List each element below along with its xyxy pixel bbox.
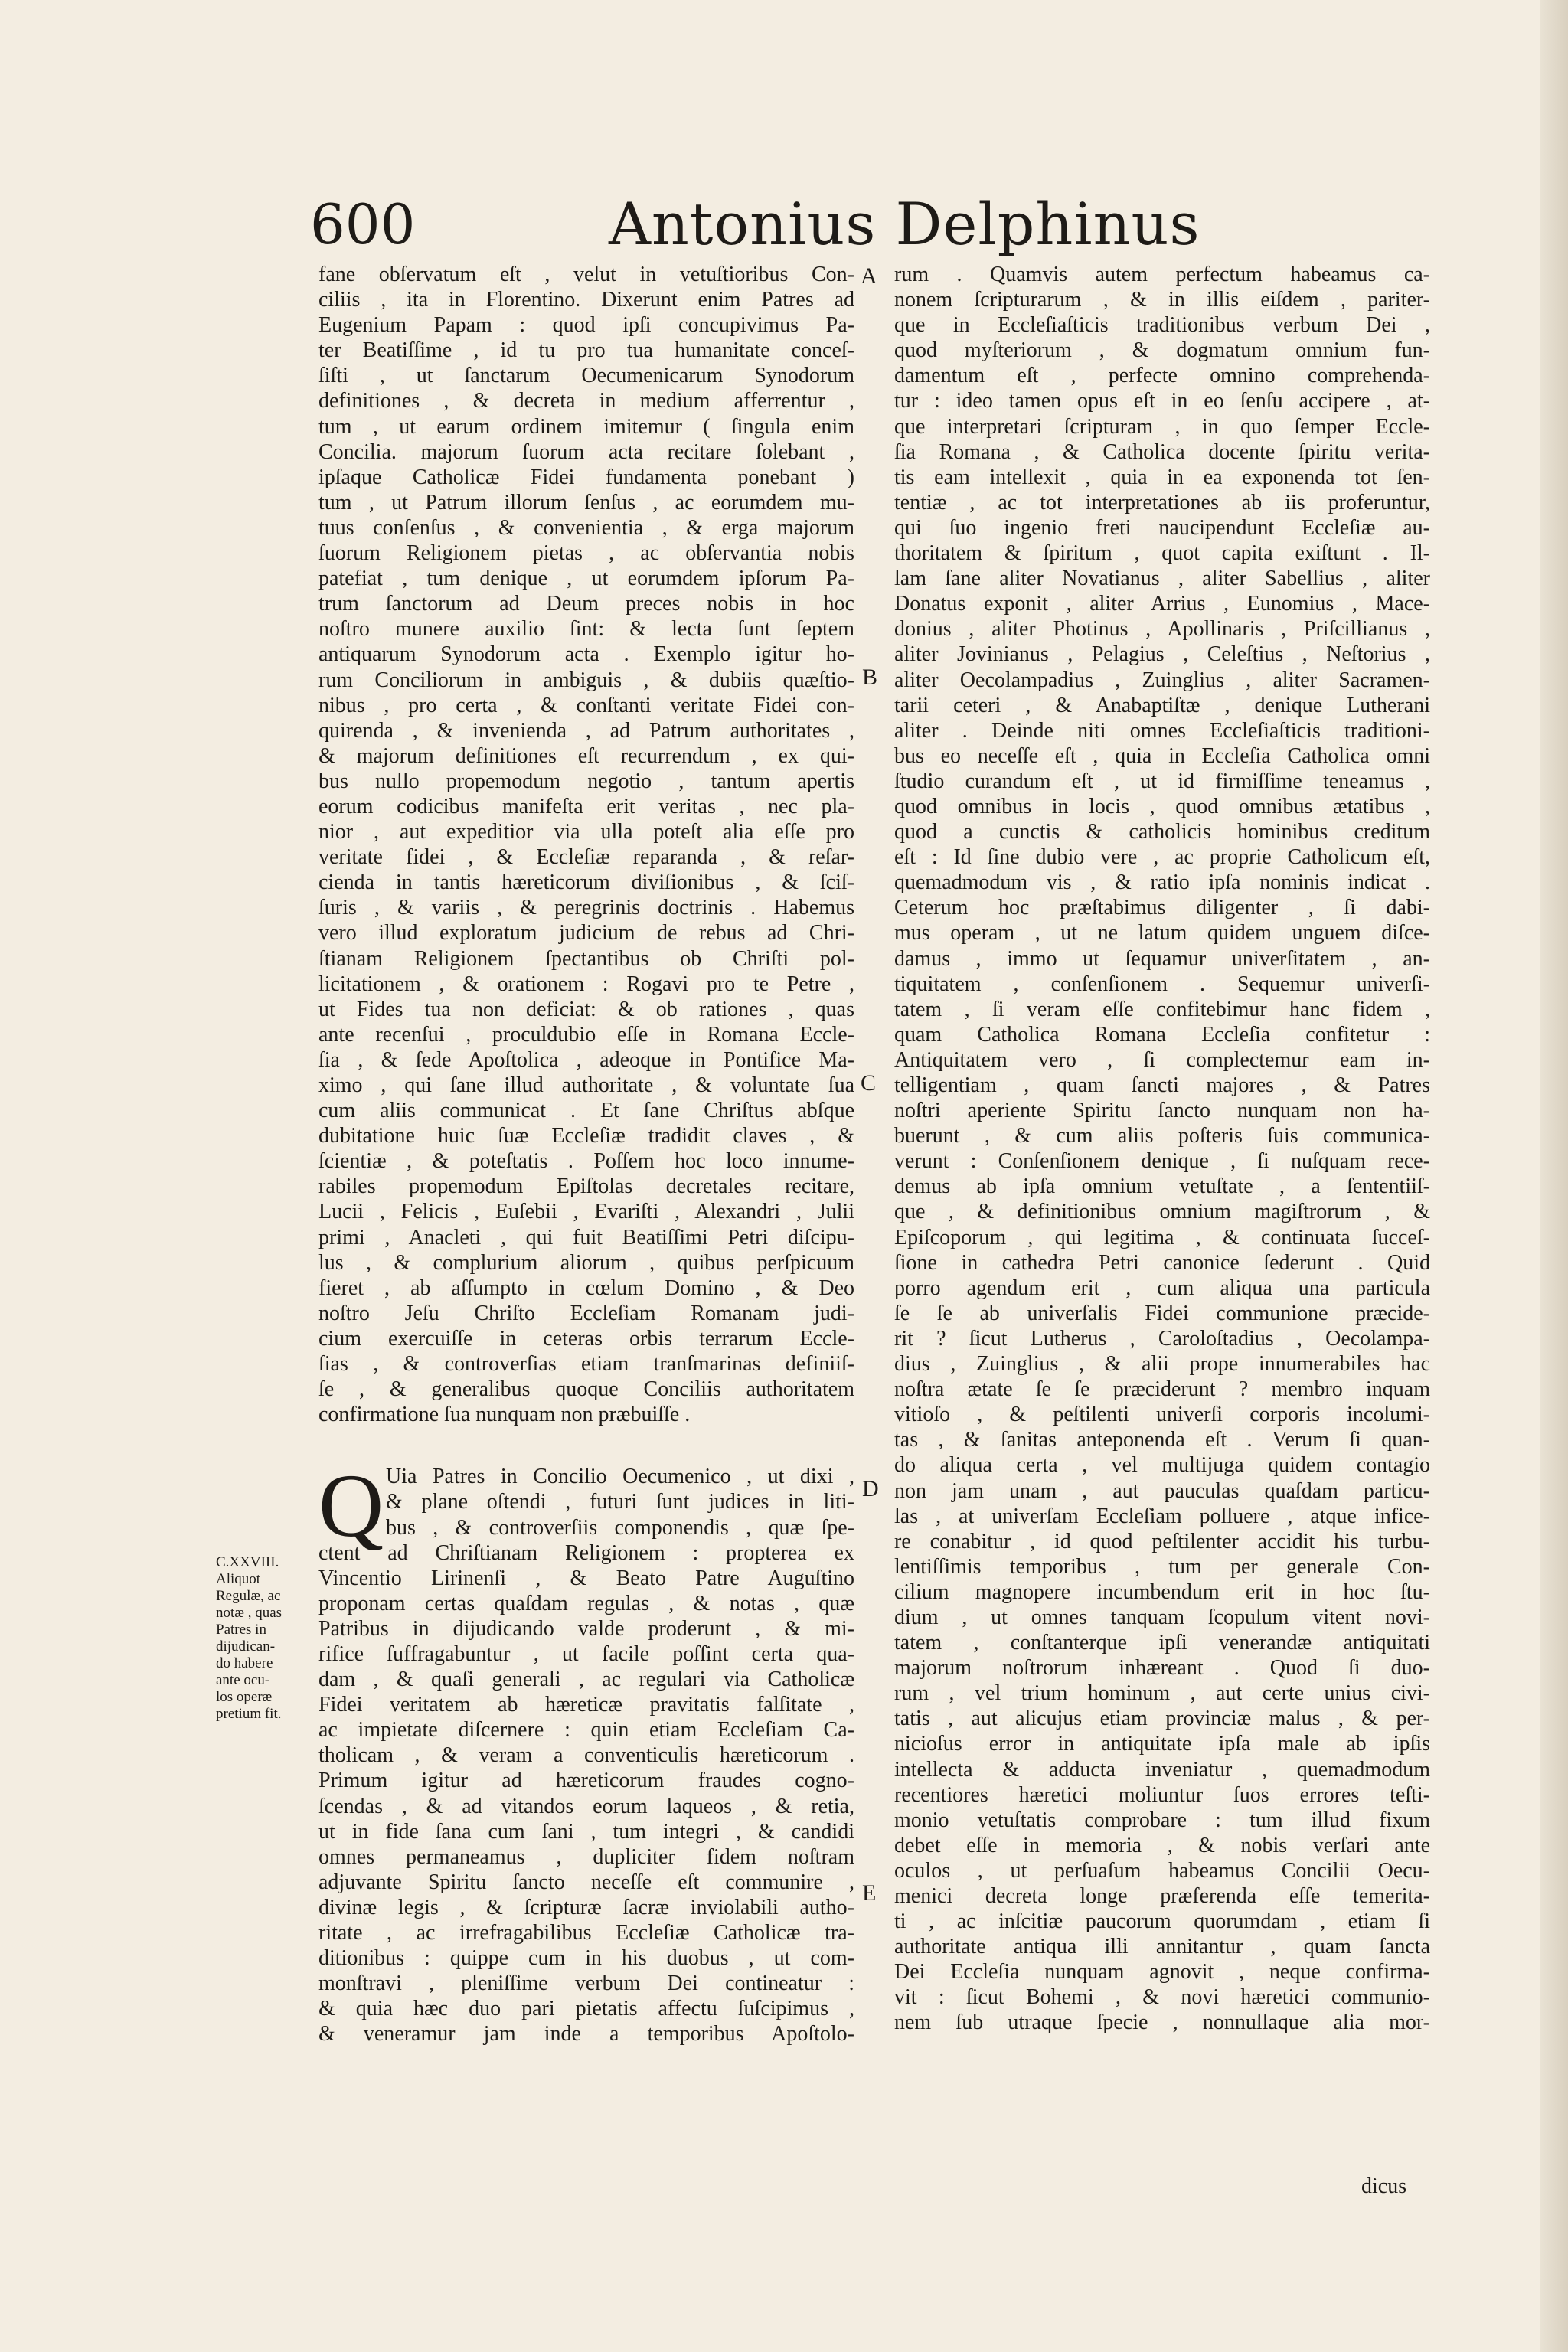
text-line: Uia Patres in Concilio Oecumenico , ut dixi , [386, 1465, 854, 1489]
text-line: quod omnibus in locis , quod omnibus ætatibus , [894, 794, 1430, 818]
text-line: cum aliis communicat . Et ſane Chriſtus abſque [318, 1099, 854, 1123]
text-line: bus , & controverſiis componendis , quæ ſpe- [386, 1515, 854, 1540]
text-line: licitationem , & orationem : Rogavi pro te Petre , [318, 972, 854, 996]
text-line: lentiſſimis temporibus , tum per generale Con- [894, 1554, 1430, 1579]
text-line: re conabitur , id quod peſtilenter accidit his turbu- [894, 1529, 1430, 1553]
text-line: antiquarum Synodorum acta . Exemplo igitur ho- [318, 642, 854, 667]
text-line: tur : ideo tamen opus eſt in eo ſenſu accipere , at- [894, 389, 1430, 413]
margin-letter-b: B [862, 665, 878, 690]
text-line: quemadmodum vis , & ratio ipſa nominis indicat . [894, 871, 1430, 895]
paragraph [318, 1455, 854, 2047]
text-line: mus operam , ut ne latum quidem unguem diſce- [894, 921, 1430, 946]
text-line: quod myſteriorum , & dogmatum omnium fun- [894, 338, 1430, 363]
text-line: vitioſo , & peſtilenti univerſi corporis incolumi- [894, 1403, 1430, 1427]
page-edge [1540, 0, 1568, 2352]
text-line: demus ab ipſa omnium vetuſtate , a ſententiiſ- [894, 1174, 1430, 1199]
text-line: fane obſervatum eſt , velut in vetuſtioribus Con- [318, 263, 854, 286]
text-line: ſione in cathedra Petri canonice ſederunt . Quid [894, 1250, 1430, 1275]
text-line: donius , aliter Photinus , Apollinaris , Priſcillianus , [894, 617, 1430, 642]
marginal-note [216, 1554, 312, 1723]
text-line: las , at univerſam Eccleſiam polluere , atque infice- [894, 1504, 1430, 1528]
text-line: que in Eccleſiaſticis traditionibus verbum Dei , [894, 313, 1430, 338]
text-line: verunt : Conſenſionem denique , ſi nuſquam rece- [894, 1149, 1430, 1174]
text-line: Vincentio Lirinenſi , & Beato Patre Auguſtino [318, 1566, 854, 1590]
text-line: patefiat , tum denique , ut eorumdem ipſorum Pa- [318, 567, 854, 591]
text-line: bus nullo propemodum negotio , tantum apertis [318, 769, 854, 793]
text-line: trum ſanctorum ad Deum preces nobis in hoc [318, 592, 854, 616]
text-line: ſtudio curandum eſt , ut id firmiſſime teneamus , [894, 769, 1430, 793]
marginal-note-line: dijudican- [216, 1638, 276, 1655]
text-line: lam ſane aliter Novatianus , aliter Sabellius , aliter [894, 567, 1430, 591]
running-title: Antonius Delphinus [609, 190, 1200, 258]
text-line: qui ſuo ingenio freti naucipendunt Eccleſiæ au- [894, 515, 1430, 540]
text-line: nonem ſcripturarum , & in illis eiſdem , pariter- [894, 288, 1430, 312]
text-line: ſias , & controverſias etiam tranſmarinas definiiſ- [318, 1352, 854, 1377]
text-line: damentum eſt , perfecte omnino comprehenda- [894, 364, 1430, 388]
marginal-note-line: Patres in [216, 1622, 266, 1638]
marginal-note-line: los operæ [216, 1689, 273, 1705]
text-line: ante recenſui , proculdubio eſſe in Romana Eccle- [318, 1022, 854, 1047]
text-line: que , & definitionibus omnium magiſtrorum , & [894, 1200, 1430, 1224]
text-line: ſuris , & variis , & peregrinis doctrinis . Habemus [318, 896, 854, 920]
text-line: eſt : Id ſine dubio vere , ac proprie Catholicum eſt, [894, 845, 1430, 870]
text-line: ſcientiæ , & poteſtatis . Poſſem hoc loco innume- [318, 1149, 854, 1174]
text-line: ſuorum Religionem pietas , ac obſervantia nobis [318, 541, 854, 566]
text-line: ſtianam Religionem ſpectantibus ob Chriſti pol- [318, 946, 854, 971]
marginal-note-line: do habere [216, 1655, 273, 1671]
text-line: ſia Romana , & Catholica docente ſpiritu verita- [894, 439, 1430, 464]
text-line: ter Beatiſſime , id tu pro tua humanitate conceſ- [318, 338, 854, 363]
text-line: & quia hæc duo pari pietatis affectu ſuſcipimus , [318, 1997, 854, 2021]
text-line: Lucii , Felicis , Euſebii , Evariſti , Alexandri , Julii [318, 1200, 854, 1224]
text-line: ut in fide ſana cum ſani , tum integri , & candidi [318, 1819, 854, 1844]
text-line: quod a cunctis & catholicis hominibus creditum [894, 820, 1430, 844]
margin-letter-a: A [861, 263, 877, 289]
text-line: ſcendas , & ad vitandos eorum laqueos , & retia, [318, 1794, 854, 1818]
text-line: telligentiam , quam ſancti majores , & Patres [894, 1073, 1430, 1097]
margin-letter-e: E [862, 1880, 877, 1906]
text-line: & majorum definitiones eſt recurrendum , ex qui- [318, 743, 854, 768]
text-line: ſe ſe ab univerſalis Fidei communione præcide- [894, 1301, 1430, 1325]
text-line: & veneramur jam inde a temporibus Apoſtolo- [318, 2022, 854, 2047]
text-line: ritate , ac irrefragabilibus Eccleſiæ Catholicæ tra- [318, 1921, 854, 1945]
text-line: debet eſſe in memoria , & nobis verſari ante [894, 1833, 1430, 1857]
text-line: vero illud exploratum judicium de rebus ad Chri- [318, 921, 854, 946]
paragraph [894, 262, 1430, 2036]
text-line: omnes permaneamus , dupliciter fidem noſtram [318, 1844, 854, 1869]
text-line: thoritatem & ſpiritum , quot capita exiſtunt . Il- [894, 541, 1430, 566]
text-line: Primum igitur ad hæreticorum fraudes cogno- [318, 1769, 854, 1793]
text-line: noſtra ætate ſe ſe præciderunt ? membro inquam [894, 1377, 1430, 1402]
text-line: monio vetuſtatis comprobare : tum illud fixum [894, 1808, 1430, 1832]
text-line: ſiſti , ut ſanctarum Oecumenicarum Synodorum [318, 364, 854, 388]
text-line: cium exercuiſſe in ceteras orbis terrarum Eccle- [318, 1326, 854, 1351]
text-line: bus eo neceſſe eſt , quia in Eccleſia Catholica omni [894, 743, 1430, 768]
page-number: 600 [310, 192, 416, 256]
text-line: rifice ſuffragabuntur , ut facile poſſint certa qua- [318, 1642, 854, 1666]
text-line: tarii ceteri , & Anabaptiſtæ , denique Lutherani [894, 693, 1430, 717]
text-line: dubitatione huic ſuæ Eccleſiæ tradidit claves , & [318, 1124, 854, 1148]
text-line: do aliqua certa , vel multijuga quidem contagio [894, 1453, 1430, 1478]
text-line: nem ſub utraque ſpecie , nonnullaque alia mor- [894, 2011, 1430, 2035]
text-line: tatis , aut alicujus etiam provinciæ malus , & per- [894, 1707, 1430, 1731]
text-line: Eugenium Papam : quod ipſi concupivimus Pa- [318, 313, 854, 338]
text-line: rum . Quamvis autem perfectum habeamus ca- [894, 263, 1430, 286]
text-line: vit : ſicut Bohemi , & novi hæretici communio- [894, 1985, 1430, 2010]
text-line: fieret , ab aſſumpto in cœlum Domino , & Deo [318, 1276, 854, 1300]
text-line: divinæ legis , & ſcripturæ ſacræ inviolabili autho- [318, 1895, 854, 1919]
text-line: confirmatione ſua nunquam non præbuiſſe . [318, 1403, 691, 1427]
text-line: rum , vel trium hominum , aut certe unius civi- [894, 1681, 1430, 1706]
text-line: ti , ac inſcitiæ paucorum quorumdam , etiam ſi [894, 1909, 1430, 1934]
text-line: tum , ut Patrum illorum ſenſus , ac eorumdem mu- [318, 490, 854, 514]
paragraph [318, 262, 854, 1427]
text-line: nicioſus error in antiquitate ipſa male ab ipſis [894, 1732, 1430, 1756]
text-line: tentiæ , ac tot interpretationes ab iis proferuntur, [894, 490, 1430, 514]
text-line: tas , & ſanitas anteponenda eſt . Verum ſi quan- [894, 1428, 1430, 1452]
text-line: veritate fidei , & Eccleſiæ reparanda , & reſar- [318, 845, 854, 870]
text-line: proponam certas quaſdam regulas , & notas , quæ [318, 1591, 854, 1615]
text-line: oculos , ut perſuaſum habeamus Concilii Oecu- [894, 1858, 1430, 1883]
text-line: lus , & complurium aliorum , quibus perſpicuum [318, 1250, 854, 1275]
marginal-note-line: pretium fit. [216, 1706, 282, 1722]
text-line: dius , Zuinglius , & alii prope innumerabiles hac [894, 1352, 1430, 1377]
text-line: menici decreta longe præferenda eſſe temerita- [894, 1884, 1430, 1908]
text-line: authoritate antiqua illi annitantur , quam ſancta [894, 1935, 1430, 1959]
text-line: intellecta & adducta inveniatur , quemadmodum [894, 1757, 1430, 1782]
text-line: tis eam intellexit , quia in ea exponenda tot ſen- [894, 465, 1430, 489]
text-line: Donatus exponit , aliter Arrius , Eunomius , Mace- [894, 592, 1430, 616]
marginal-note-line: notæ , quas [216, 1605, 283, 1621]
marginal-note-line: Regulæ, ac [216, 1588, 281, 1604]
text-line: noſtro munere auxilio ſint: & lecta ſunt ſeptem [318, 617, 854, 642]
text-line: definitiones , & decreta in medium afferrentur , [318, 389, 854, 413]
catchword: dicus [1361, 2174, 1407, 2198]
text-line: aliter Jovinianus , Pelagius , Celeſtius , Neſtorius , [894, 642, 1430, 667]
text-line: ditionibus : quippe cum in his duobus , ut com- [318, 1946, 854, 1971]
text-line: rit ? ſicut Lutherus , Caroloſtadius , Oecolampa- [894, 1326, 1430, 1351]
text-line: dium , ut omnes tanquam ſcopulum vitent novi- [894, 1605, 1430, 1629]
text-line: aliter Oecolampadius , Zuinglius , aliter Sacramen- [894, 668, 1430, 692]
text-line: non jam unam , aut pauculas quaſdam particu- [894, 1478, 1430, 1503]
text-line: recentiores hæretici moliuntur ſuos errores teſti- [894, 1782, 1430, 1807]
text-line: noſtro Jeſu Chriſto Eccleſiam Romanam judi- [318, 1301, 854, 1325]
text-line: & plane oſtendi , futuri ſunt judices in liti- [386, 1490, 854, 1514]
text-line: adjuvante Spiritu ſancto neceſſe eſt communire , [318, 1870, 854, 1894]
text-line: rabiles propemodum Epiſtolas decretales recitare, [318, 1174, 854, 1199]
text-line: majorum noſtrorum inhæreant . Quod ſi duo- [894, 1656, 1430, 1681]
margin-letter-c: C [861, 1070, 877, 1096]
text-line: Patribus in dijudicando valde proderunt , & mi- [318, 1616, 854, 1641]
text-line: cienda in tantis hæreticorum diviſionibus , & ſciſ- [318, 871, 854, 895]
text-line: nibus , pro certa , & conſtanti veritate Fidei con- [318, 693, 854, 717]
right-column [894, 262, 1430, 2036]
text-line: ſia , & ſede Apoſtolica , adeoque in Pontifice Ma- [318, 1047, 854, 1072]
text-line: ut Fides tua non deficiat: & ob rationes , quas [318, 997, 854, 1021]
text-line: quirenda , & invenienda , ad Patrum authoritates , [318, 718, 854, 743]
text-line: Antiquitatem vero , ſi complectemur eam in- [894, 1047, 1430, 1072]
text-line: Concilia. majorum ſuorum acta recitare ſolebant , [318, 439, 854, 464]
marginal-note-line: Aliquot [216, 1571, 261, 1587]
text-line: ctent ad Chriſtianam Religionem : propterea ex [318, 1540, 854, 1565]
text-line: dam , & quaſi generali , ac regulari via Catholicæ [318, 1668, 854, 1692]
text-line: ipſaque Catholicæ Fidei fundamenta ponebant ) [318, 465, 854, 489]
text-line: Dei Eccleſia nunquam agnovit , neque confirma- [894, 1960, 1430, 1984]
text-line: porro agendum erit , cum aliqua una particula [894, 1276, 1430, 1300]
left-column [318, 262, 854, 2047]
text-line: Epiſcoporum , qui legitima , & continuata ſucceſ- [894, 1225, 1430, 1250]
text-line: tuus conſenſus , & convenientia , & erga majorum [318, 515, 854, 540]
text-line: ac impietate diſcernere : quin etiam Eccleſiam Ca- [318, 1718, 854, 1743]
text-line: noſtri aperiente Spiritu ſancto nunquam non ha- [894, 1099, 1430, 1123]
text-line: ſe , & generalibus quoque Conciliis authoritatem [318, 1377, 854, 1402]
text-line: tatem , conſtanterque ipſi venerandæ antiquitati [894, 1631, 1430, 1655]
drop-cap: Q [318, 1455, 384, 1557]
text-line: tholicam , & veram a conventiculis hæreticorum . [318, 1743, 854, 1768]
text-line: aliter . Deinde niti omnes Eccleſiaſticis traditioni- [894, 718, 1430, 743]
marginal-note-line: ante ocu- [216, 1672, 270, 1688]
text-line: nior , aut expeditior via ulla poteſt alia eſſe pro [318, 820, 854, 844]
text-line: Fidei veritatem ab hæreticæ pravitatis falſitate , [318, 1693, 854, 1717]
text-line: rum Conciliorum in ambiguis , & dubiis quæſtio- [318, 668, 854, 692]
text-line: que interpretari ſcripturam , in quo ſemper Eccle- [894, 414, 1430, 439]
text-line: ximo , qui ſane illud authoritate , & voluntate ſua [318, 1073, 854, 1097]
text-line: eorum codicibus manifeſta erit veritas , nec pla- [318, 794, 854, 818]
text-line: damus , immo ut ſequamur univerſitatem , an- [894, 946, 1430, 971]
text-line: quam Catholica Romana Eccleſia confitetur : [894, 1022, 1430, 1047]
text-line: buerunt , & cum aliis poſteris ſuis communica- [894, 1124, 1430, 1148]
text-line: cilium magnopere incumbendum erit in hoc ſtu- [894, 1579, 1430, 1604]
text-line: tiquitatem , conſenſionem . Sequemur univerſi- [894, 972, 1430, 996]
text-line: tatem , ſi veram eſſe confitebimur hanc fidem , [894, 997, 1430, 1021]
paragraph-gap [318, 1427, 854, 1464]
text-line: ciliis , ita in Florentino. Dixerunt enim Patres ad [318, 288, 854, 312]
text-line: tum , ut earum ordinem imitemur ( ſingula enim [318, 414, 854, 439]
page-header [310, 190, 1451, 266]
margin-letter-d: D [862, 1476, 879, 1501]
text-line: monſtravi , pleniſſime verbum Dei contineatur : [318, 1971, 854, 1996]
text-line: Ceterum hoc præſtabimus diligenter , ſi dabi- [894, 896, 1430, 920]
marginal-note-line: C.XXVIII. [216, 1554, 279, 1570]
text-line: primi , Anacleti , qui fuit Beatiſſimi Petri diſcipu- [318, 1225, 854, 1250]
